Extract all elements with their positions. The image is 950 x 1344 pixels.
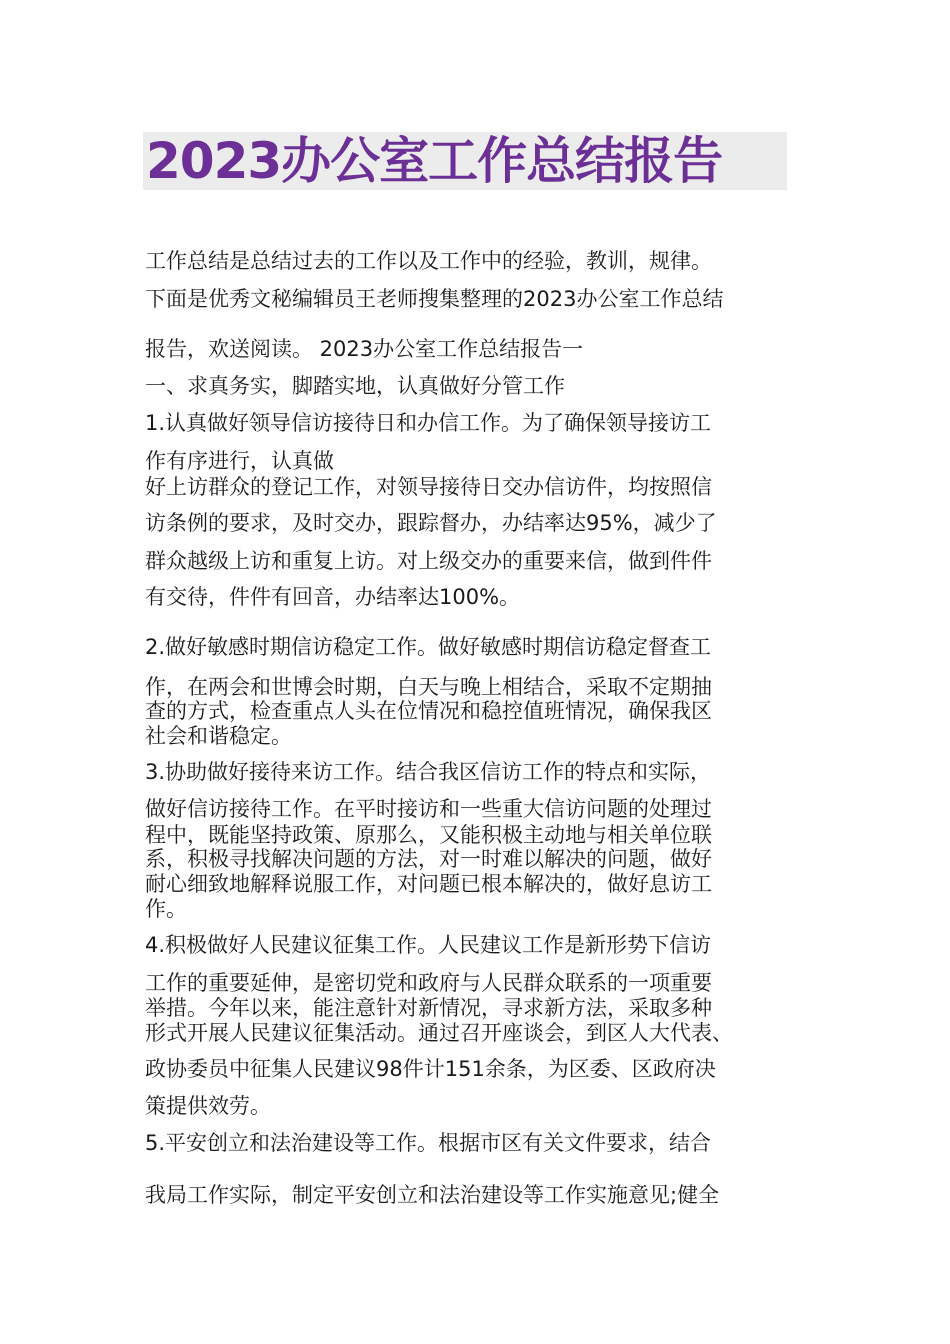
body-line: 社会和谐稳定。 <box>145 724 292 748</box>
body-line: 程中，既能坚持政策、原那么，又能积极主动地与相关单位联 <box>145 823 712 847</box>
body-line: 政协委员中征集人民建议98件计151余条，为区委、区政府决 <box>145 1057 716 1081</box>
body-line: 工作总结是总结过去的工作以及工作中的经验，教训，规律。 <box>145 249 712 273</box>
body-line: 我局工作实际，制定平安创立和法治建设等工作实施意见;健全 <box>145 1183 720 1207</box>
body-line: 下面是优秀文秘编辑员王老师搜集整理的2023办公室工作总结 <box>145 287 724 311</box>
body-line: 好上访群众的登记工作，对领导接待日交办信访件，均按照信 <box>145 475 712 499</box>
body-line: 2.做好敏感时期信访稳定工作。做好敏感时期信访稳定督查工 <box>145 635 712 659</box>
body-line: 有交待，件件有回音，办结率达100%。 <box>145 585 521 609</box>
body-line: 作。 <box>145 897 187 921</box>
body-line: 耐心细致地解释说服工作，对问题已根本解决的，做好息访工 <box>145 872 712 896</box>
body-line: 形式开展人民建议征集活动。通过召开座谈会，到区人大代表、 <box>145 1021 733 1045</box>
body-line: 4.积极做好人民建议征集工作。人民建议工作是新形势下信访 <box>145 933 712 957</box>
section-heading: 一、求真务实，脚踏实地，认真做好分管工作 <box>145 374 565 398</box>
body-line: 工作的重要延伸，是密切党和政府与人民群众联系的一项重要 <box>145 971 712 995</box>
body-line: 作有序进行，认真做 <box>145 449 334 473</box>
body-line: 3.协助做好接待来访工作。结合我区信访工作的特点和实际， <box>145 760 712 784</box>
body-line: 策提供效劳。 <box>145 1094 271 1118</box>
body-line: 做好信访接待工作。在平时接访和一些重大信访问题的处理过 <box>145 797 712 821</box>
body-line: 报告，欢送阅读。 2023办公室工作总结报告一 <box>145 337 584 361</box>
body-line: 查的方式，检查重点人头在位情况和稳控值班情况，确保我区 <box>145 699 712 723</box>
body-line: 1.认真做好领导信访接待日和办信工作。为了确保领导接访工 <box>145 411 712 435</box>
body-line: 作，在两会和世博会时期，白天与晚上相结合，采取不定期抽 <box>145 675 712 699</box>
body-line: 群众越级上访和重复上访。对上级交办的重要来信，做到件件 <box>145 549 712 573</box>
body-line: 系，积极寻找解决问题的方法，对一时难以解决的问题，做好 <box>145 847 712 871</box>
body-line: 访条例的要求，及时交办，跟踪督办，办结率达95%，减少了 <box>145 511 717 535</box>
body-line: 5.平安创立和法治建设等工作。根据市区有关文件要求，结合 <box>145 1131 712 1155</box>
body-line: 举措。今年以来，能注意针对新情况，寻求新方法，采取多种 <box>145 996 712 1020</box>
document-title: 2023办公室工作总结报告 <box>146 132 723 190</box>
